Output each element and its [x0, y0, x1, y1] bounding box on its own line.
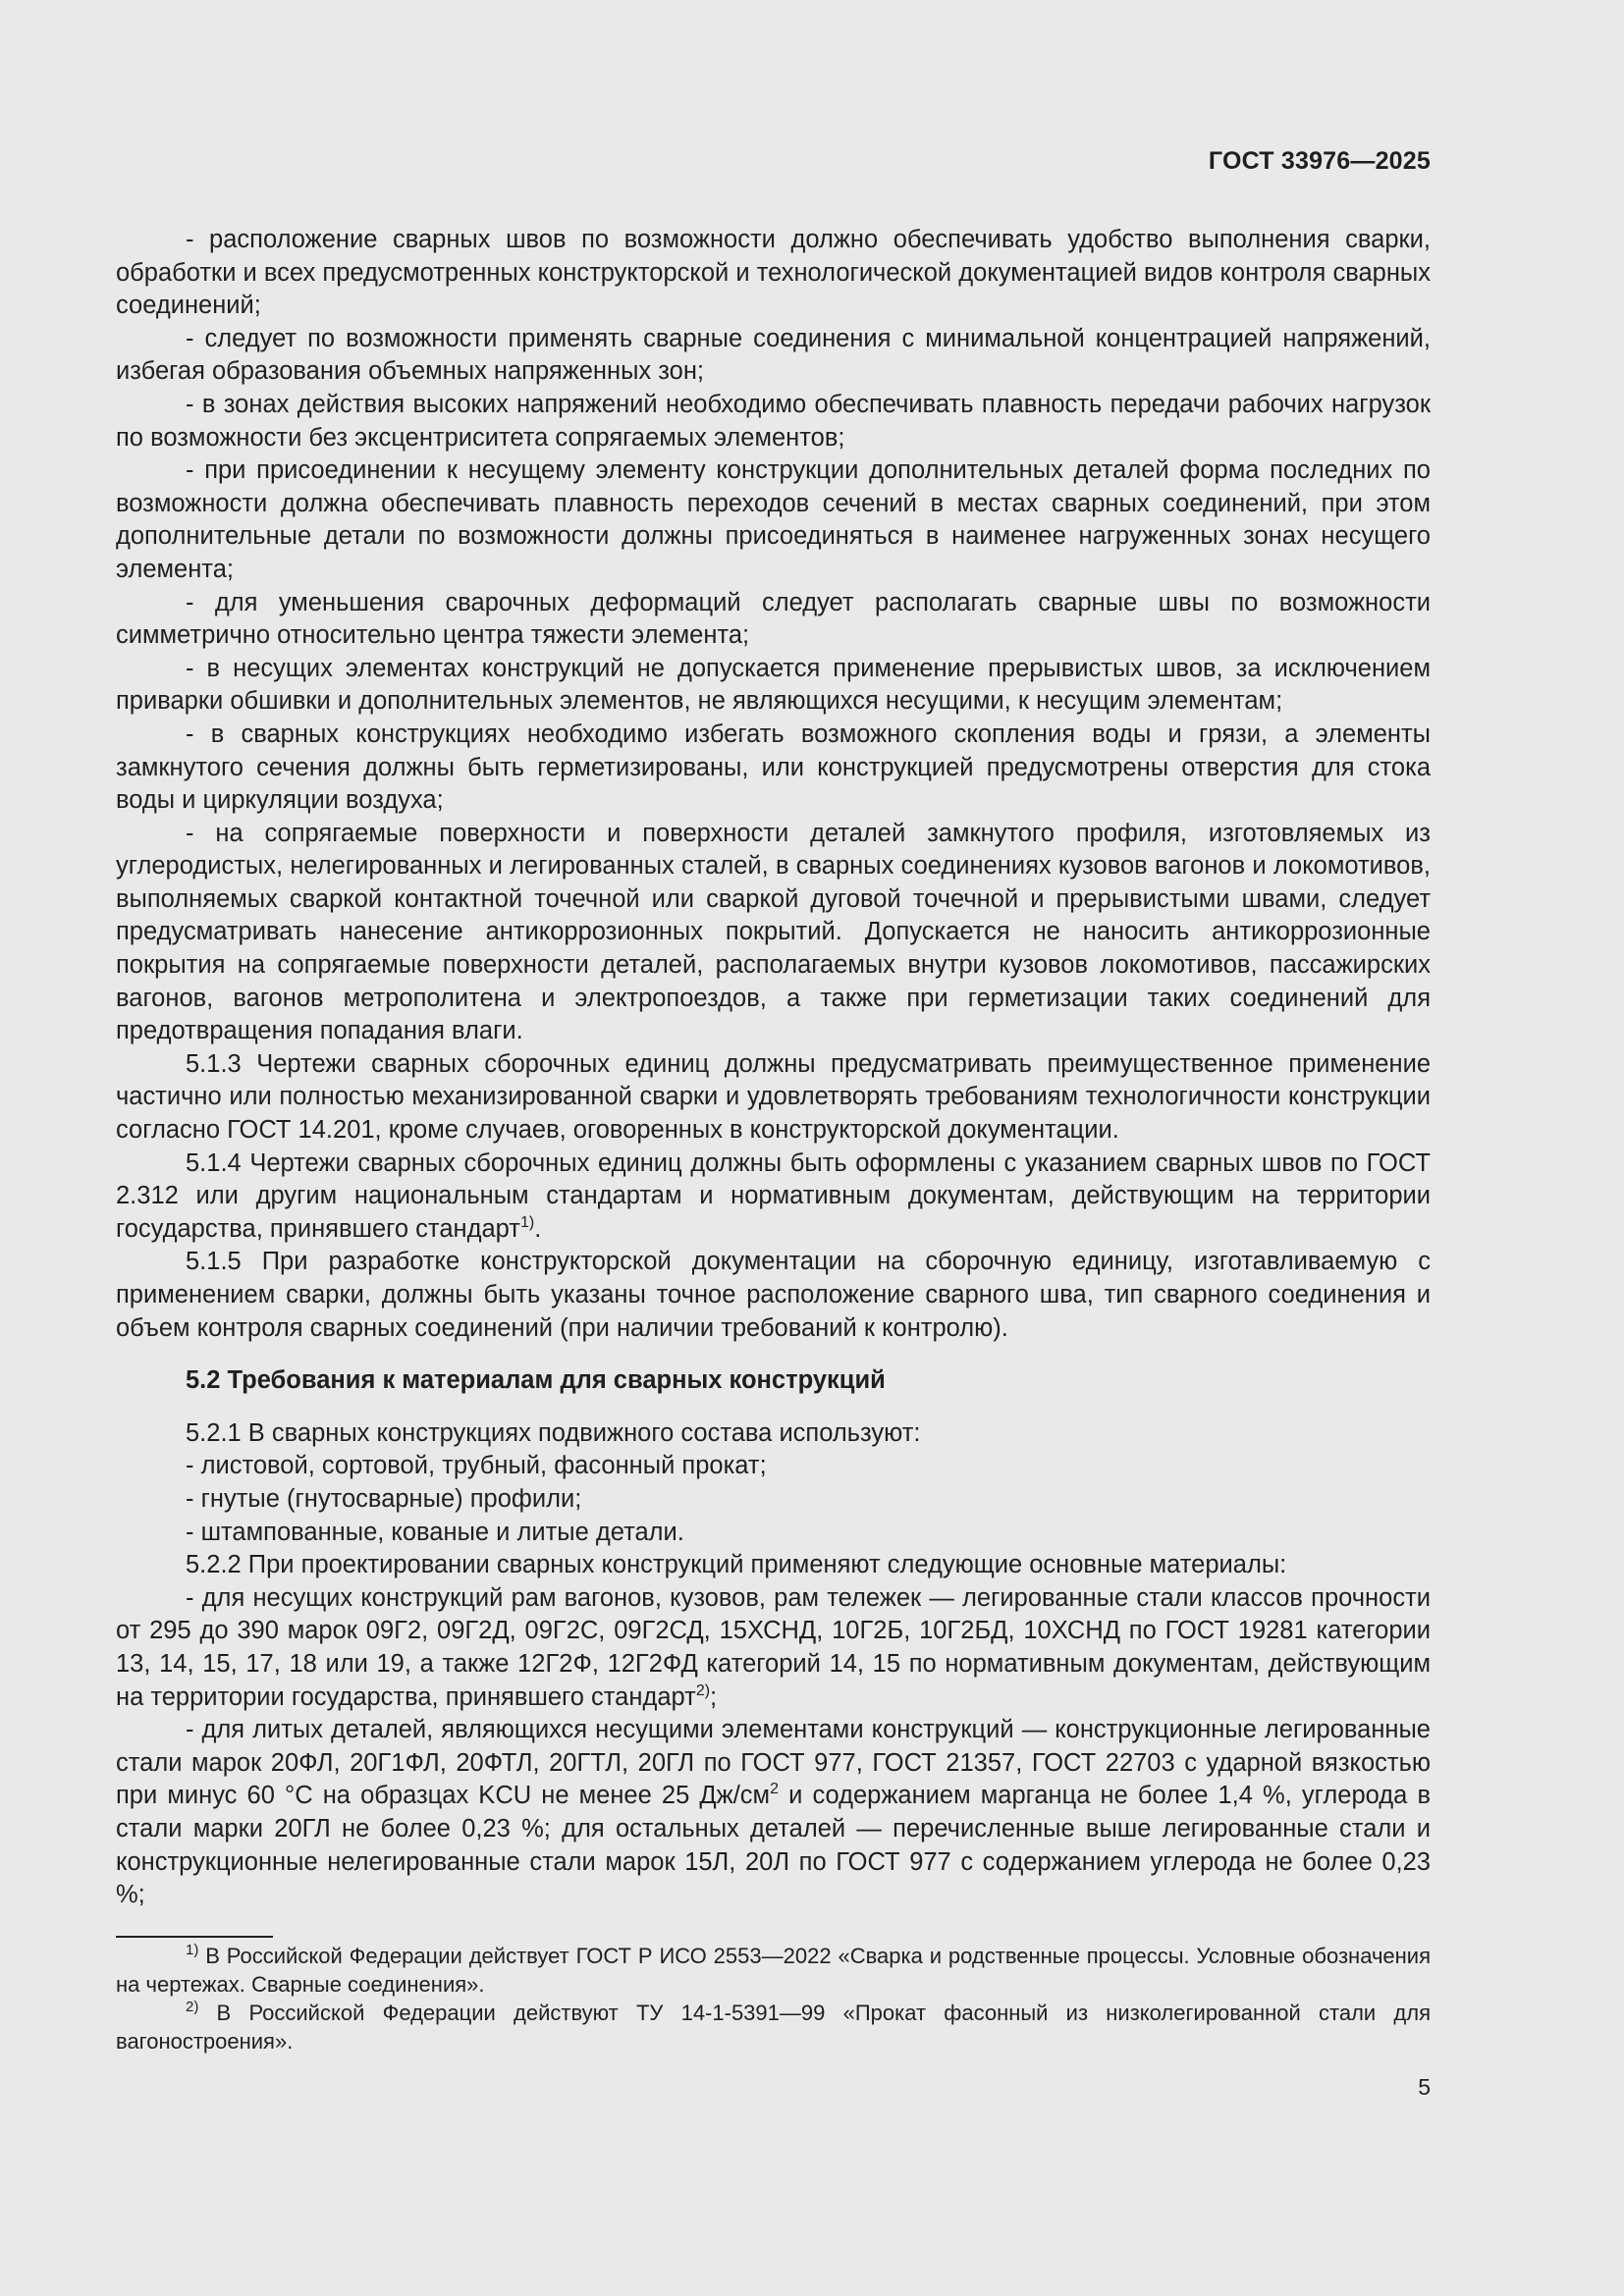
bullet-paragraph: - следует по возможности применять сварные соединения с минимальной концентрацией напряжений, избегая образования объемных напряженных зон; — [116, 324, 1431, 386]
bullet-paragraph: - в сварных конструкциях необходимо избегать возможного скопления воды и грязи, а элементы замкнутого сечения должны быть герметизированы, или конструкцией предусмотрены отверстия для стока воды и циркуляции воздуха; — [116, 720, 1431, 815]
bullet-paragraph: - для уменьшения сварочных деформаций следует располагать сварные швы по возможности симметрично относительно центра тяжести элемента; — [116, 588, 1431, 650]
materials-bullet-cast-parts — [116, 1714, 1431, 1912]
main-content — [116, 224, 1431, 1912]
materials-bullet-cast-text-1: - для литых деталей, являющихся несущими элементами конструкций — конструкционные легированные стали марок 20ФЛ, 20Г1ФЛ, 20ФТЛ, 20ГТЛ, 20ГЛ по ГОСТ 977, ГОСТ 21357, ГОСТ 22703 с ударной вязкостью при минус 60 °С на образцах KCU не менее 25 Дж/см — [116, 1716, 1431, 1810]
list-item: - гнутые (гнутосварные) профили; — [186, 1484, 582, 1513]
bullet-paragraph: - в несущих элементах конструкций не допускается применение прерывистых швов, за исключением приварки обшивки и дополнительных элементов, не являющихся несущими, к несущим элементам; — [116, 654, 1431, 716]
footnotes — [116, 1942, 1431, 2056]
materials-bullet-load-bearing — [116, 1582, 1431, 1714]
bullet-paragraph: - при присоединении к несущему элементу конструкции дополнительных деталей форма последних по возможности должна обеспечивать плавность переходов сечений в местах сварных соединений, при этом дополнительные детали по возможности должны присоединяться в наименее нагруженных зонах несущего элемента; — [116, 456, 1431, 583]
footnote-2-text: В Российской Федерации действуют ТУ 14-1-5391—99 «Прокат фасонный из низколегированной стали для вагоностроения». — [116, 2001, 1431, 2054]
document-code-header: ГОСТ 33976—2025 — [1208, 147, 1431, 175]
list-item: - листовой, сортовой, трубный, фасонный прокат; — [186, 1452, 767, 1480]
section-5-2-heading: 5.2 Требования к материалам для сварных конструкций — [186, 1366, 886, 1395]
footnote-1 — [116, 1942, 1431, 1999]
footnote-1-text: В Российской Федерации действует ГОСТ Р ИСО 2553—2022 «Сварка и родственные процессы. Условные обозначения на чертежах. Сварные соединения». — [116, 1944, 1431, 1997]
clause-5-2-2: 5.2.2 При проектировании сварных конструкций применяют следующие основные материалы: — [186, 1551, 1287, 1579]
clause-5-1-4-text: 5.1.4 Чертежи сварных сборочных единиц должны быть оформлены с указанием сварных швов по ГОСТ 2.312 или другим национальным стандартам и нормативным документам, действующим на территории государства, принявшего стандарт — [116, 1148, 1431, 1243]
list-item: - штампованные, кованые и литые детали. — [186, 1518, 684, 1546]
footnote-divider — [116, 1936, 273, 1938]
footnote-mark-1: 1) — [186, 1942, 199, 1958]
materials-bullet-cast-text-2: и содержанием марганца не более 1,4 %, углерода в стали марки 20ГЛ не более 0,23 %; для остальных деталей — перечисленные выше легированные стали и конструкционные нелегированные стали марок 15Л, 20Л по ГОСТ 977 с содержанием углерода не более 0,23 %; — [116, 1782, 1431, 1909]
bullet-paragraph: - расположение сварных швов по возможности должно обеспечивать удобство выполнения сварки, обработки и всех предусмотренных конструкторской и технологической документацией видов контроля сварных соединений; — [116, 226, 1431, 320]
clause-5-1-4 — [116, 1148, 1431, 1247]
page-number: 5 — [1418, 2074, 1431, 2100]
footnote-mark-2: 2) — [186, 1999, 199, 2015]
bullet-paragraph: - в зонах действия высоких напряжений необходимо обеспечивать плавность передачи рабочих нагрузок по возможности без эксцентриситета сопрягаемых элементов; — [116, 390, 1431, 452]
clause-5-2-1: 5.2.1 В сварных конструкциях подвижного состава используют: — [186, 1418, 921, 1447]
bullet-paragraph: - на сопрягаемые поверхности и поверхности деталей замкнутого профиля, изготовляемых из углеродистых, нелегированных и легированных сталей, в сварных соединениях кузовов вагонов и локомотивов, выполняемых сваркой контактной точечной или сваркой дуговой точечной и прерывистыми швами, следует предусматривать нанесение антикоррозионных покрытий. Допускается не наносить антикоррозионные покрытия на сопрягаемые поверхности деталей, располагаемых внутри кузовов локомотивов, пассажирских вагонов, вагонов метрополитена и электропоездов, а также при герметизации таких соединений для предотвращения попадания влаги. — [116, 819, 1431, 1045]
clause-5-1-5: 5.1.5 При разработке конструкторской документации на сборочную единицу, изготавливаемую с применением сварки, должны быть указаны точное расположение сварного шва, тип сварного соединения и объем контроля сварных соединений (при наличии требований к контролю). — [116, 1248, 1431, 1342]
materials-bullet-load-bearing-text: - для несущих конструкций рам вагонов, кузовов, рам тележек — легированные стали классов прочности от 295 до 390 марок 09Г2, 09Г2Д, 09Г2С, 09Г2СД, 15ХСНД, 10Г2Б, 10Г2БД, 10ХСНД по ГОСТ 19281 категории 13, 14, 15, 17, 18 или 19, а также 12Г2Ф, 12Г2ФД категорий 14, 15 по нормативным документам, действующим на территории государства, принявшего стандарт — [116, 1583, 1431, 1711]
clause-5-1-3: 5.1.3 Чертежи сварных сборочных единиц должны предусматривать преимущественное применение частично или полностью механизированной сварки и удовлетворять требованиям технологичности конструкции согласно ГОСТ 14.201, кроме случаев, оговоренных в конструкторской документации. — [116, 1049, 1431, 1145]
footnote-ref-1[interactable]: 1) — [519, 1213, 535, 1231]
unit-exponent: 2 — [770, 1781, 779, 1798]
clause-5-1-4-end: . — [534, 1214, 542, 1243]
footnote-ref-2[interactable]: 2) — [695, 1682, 711, 1699]
materials-bullet-load-bearing-end: ; — [710, 1682, 718, 1711]
footnote-2 — [116, 1999, 1431, 2056]
